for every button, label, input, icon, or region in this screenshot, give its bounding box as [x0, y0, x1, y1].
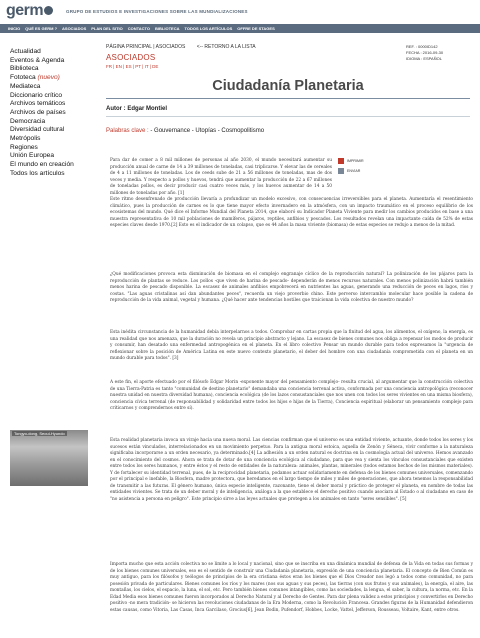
article-paragraph: Este ritmo desenfrenado de producción llevaría a profundizar un modelo excesivo, con consecuencias irreversibles para el planeta. Aumentaría el resentimiento climático, pues la producción de carnes es lo que tiene mayor efecto invernadero en la atmósfera, con un impacto traumático en el proceso equilibrio de los ecosistemas del mundo. Qué dice el Informe Mundial del Planeta 2014, que elaboró su Indicador Planeta Viviente para medir los cambios producidos en base a una muestra representativa de 10 mil poblaciones de mamíferos, pájaros, reptiles, anfibios y pescados. Los resultados revelan una impactante caída de 52% de estas especies claves desde 1970.[2] Esto es el indicador de un colapso, que es 44 años la masa viviente (biomasa) de estas especies se redujo a menos de la mitad. — [110, 197, 473, 228]
sidebar-item-actualidad[interactable]: Actualidad — [10, 48, 41, 55]
send-button[interactable]: ENVIAR — [338, 168, 368, 174]
sidebar-item-metropolis[interactable]: Metrópolis — [10, 135, 41, 143]
sidebar-item-regiones[interactable]: Regiones — [10, 143, 38, 151]
keywords-line — [106, 128, 470, 134]
sidebar-item-union-europea[interactable]: Unión Europea — [10, 152, 54, 160]
germ-logo[interactable]: germ — [6, 2, 53, 20]
page-title: Ciudadanía Planetaria — [212, 78, 364, 94]
sidebar-item-todos-articulos[interactable]: Todos los artículos — [10, 169, 65, 177]
meta-fecha: FECHA : 2016-09-30 — [406, 50, 444, 55]
breadcrumb-home[interactable]: PÁGINA PRINCIPAL | ASOCIADOS — [106, 44, 186, 50]
top-navigation — [0, 24, 480, 33]
back-to-list-link[interactable]: <-- RETORNO A LA LISTA — [196, 44, 256, 50]
article-paragraph: Esta inédita circunstancia de la humanidad debía interpelarnos a todos. Comprobar en cartas propia que la finitud del agua, los alimentos, el oxígeno, la energía, es una realidad que nos amenaza, que la duración no revela un principio abstracto y lejano. La escasez de bienes comunes nos obliga a repensar los modos de producir y consumir, han desatado una enfermedad antropogénica en el planeta. En el libro colectivo Pensar un mundo durable para todos expresamos la "urgencia de reflexionar sobre la posición de América Latina en este nuevo contexto planetario, el deber del hombre con una ciudadanía comprometida con el planeta en un mundo durable para todos". [3] — [110, 330, 473, 361]
article-paragraph: A este fin, el aporte efectuado por el filósofo Edgar Morin -exponente mayor del pensamiento complejo- resulta crucial, al argumentar que la construcción colectiva de una Tierra-Patria es tanto "comunidad de destino planetario" demandaba una conciencia terrenal activa, conformada por una conciencia antropológica (reconocer nuestra unidad en nuestra diversidad humana), conciencia ecológica (de los lazos consustanciales que nos unen con todos los seres vivientes en una misma biosfera), conciencia cívica terrenal (de responsabilidad y solidaridad entre todos los hijos e hijas de la Tierra), Conciencia espiritual (elaborar un pensamiento complejo para criticarnos y comprendernos entre sí). — [110, 380, 473, 411]
article-paragraph: Esta realidad planetaria invoca un viraje hacia una nueva moral. Las ciencias confirman que el universo es una entidad viviente, actuante, donde todos los seres y los sucesos están vinculados, interrelacionados en un movimiento perpetuo. Para la antigua moral estoica, aquella de Zenón y Séneca, vivir conforme a la naturaleza significaba incorporarse a un orden necesario, ya determinado.[4] La adhesión a un orden natural es doctrina en la cosmología actual del universo. Hemos avanzado en el conocimiento del cosmos. Ahora se trata de dotar de una conciencia ecológica al ciudadano, para que vea y sienta los vínculos consustanciales que existen entre todos los seres humanos, y entre éstos y el resto de entidades de la naturaleza: animales, plantas, minerales (todos estamos hechos de los mismos materiales). Y de fortalecer su identidad terrenal, pues, de la reciprocidad planetaria, podamos actuar solidariamente en defensa de los bienes comunes universales, comenzando por el principal e inefable, la Biosfera, madre protectora, que heredamos en el largo tiempo de miles y miles de generaciones, que ahora tenemos la responsabilidad de transmitir a las futuras. El género humano, única especie inteligente, razonante, tiene el deber moral y práctico de proteger el planeta, en nombre de todas las entidades vivientes. Se trata de un deber moral y de inteligencia, análoga a la que establece el derecho positivo cuando asociara al Estado o al ciudadano en caso de "no asistencia a persona en peligro". Este principio sirve a las leyes actuales que protegen a los animales en tanto "seres sensibles". [5] — [110, 438, 473, 502]
sidebar-item-eventos[interactable]: Eventos & Agenda — [10, 56, 65, 64]
nav-asociados[interactable]: ASOCIADOS — [62, 26, 87, 31]
section-title: ASOCIADOS — [106, 53, 156, 62]
article-meta — [406, 44, 443, 62]
photo-caption: Tongyo-dong, Seoul-Hyundo — [14, 431, 65, 436]
nav-biblioteca[interactable]: BIBLIOTECA — [155, 26, 180, 31]
author-name[interactable]: Edgar Montiel — [127, 106, 168, 112]
article-paragraph: ¿Qué modificaciones provoca esta disminución de biomasa en el complejo engranaje cíclico de la reproducción natural? La polinización de los pájaros para la reproducción de plantas se reduce. Los pollos -que viven de harina de pescado- dependerán de menos recursos naturales. Con menos polinización habrá también menos harina de pescado disponible. La escasez de animales anfibios empobrecerá en nutrientes las aguas, generando una reducción de peces en lagos, ríos y costas. "Las aguas cristalinas así dan abundantes peces", recuerda un viejo proverbio chino. Este perverso intercambio molecular hace posible la cadena de reproducción de la vida animal, vegetal y humana. ¿Qué hacer ante tendencias hostiles que traicionan la vida colectiva de nuestro mundo? — [110, 272, 473, 303]
nav-contacto[interactable]: CONTACTO — [127, 26, 151, 31]
meta-ref: REF. : 0000ID142 — [406, 44, 438, 49]
meta-idioma: IDIOMA : ESPAÑOL — [406, 56, 442, 61]
article-tools — [338, 158, 368, 178]
sidebar — [10, 48, 100, 436]
article-paragraph: Importa mucho que esta acción colectiva no se limite a lo local y nacional, sino que se inscriba en una dinámica mundial de defensa de la Vida en todas sus formas y de los bienes comunes universales, eso es el sentido de construir una Ciudadanía planetaria, expresión de una conciencia planetaria. El concepto de Bien Común es muy antiguo, para los filósofos y teólogos de principios de la era cristiana éstos eran los bienes que el Dios Creador nos legó a todos como comunidad, no para posesión privada de particulares. Bienes comunes los ríos y los mares (nos sus aguas y sus peces), las tierras (con sus frutos y sus animales), la energía, el aire, las montañas, los cielos, el espacio, la luna, el sol, etc. Pero también bienes comunes intangibles, como las sociedades, la lengua, el saber, la cultura, la norma, etc. En la Edad Media esos bienes comunes fueron incorporados al Derecho Natural y al Derecho de Gentes. Para dar plena validez a estos principios y convertirlos en Derecho positivo -no mera tradición- se hicieron las revoluciones ciudadanas de la Era Moderna, como la Revolución Francesa. Grandes figuras de la Humanidad defendieron estas causas, como Vitoria, Las Casas, Inca Garcilaso, Grocius[6], Jean Bodin, Pufendorf, Hobbes, Locke, Vattel, Jefferson, Rousseau, Voltaire, Kant, entre otros. — [110, 562, 473, 613]
site-tagline: GRUPO DE ESTUDIOS E INVESTIGACIONES SOBRE LAS MUNDIALIZACIONES — [66, 9, 248, 14]
sidebar-item-biblioteca[interactable]: Biblioteca — [10, 65, 39, 73]
sidebar-item-fototeca[interactable]: Fototeca (nuevo) — [10, 74, 60, 82]
nav-todos-los-articulos[interactable]: TODOS LOS ARTÍCULOS — [184, 26, 233, 31]
article-header — [106, 44, 470, 134]
print-button[interactable]: IMPRIMIR — [338, 158, 368, 164]
author-line — [106, 106, 470, 112]
new-badge: (nuevo) — [37, 74, 60, 82]
nav-offre-de-stages[interactable]: OFFRE DE STAGES — [237, 26, 275, 31]
sidebar-item-democracia[interactable]: Democracia — [10, 117, 46, 125]
language-switcher[interactable]: FR | EN | ES | PT | IT | DE — [106, 64, 159, 69]
sidebar-item-archivos-tematicos[interactable]: Archivos temáticos — [10, 100, 66, 108]
sidebar-item-mundo-creacion[interactable]: El mundo en creación — [10, 161, 74, 169]
author-divider — [106, 116, 470, 117]
author-label: Autor : — [106, 106, 126, 112]
keywords-label: Palabras clave : — [106, 128, 149, 134]
sidebar-photo[interactable] — [10, 430, 88, 486]
sidebar-item-diversidad[interactable]: Diversidad cultural — [10, 126, 65, 134]
nav-plan-del-sitio[interactable]: PLAN DEL SITIO — [91, 26, 123, 31]
sidebar-item-diccionario[interactable]: Diccionario crítico — [10, 91, 63, 99]
print-icon — [338, 158, 344, 164]
mail-icon — [338, 168, 344, 174]
site-header — [0, 0, 480, 22]
sidebar-item-archivos-paises[interactable]: Archivos de países — [10, 108, 66, 116]
article-paragraph: Para dar de comer a 8 mil millones de personas al año 2030, el mundo necesitará aumentar su producción anual de carne de 14 a 39 millones de toneladas, casi triplicarse. Y elevar las de cereales de 4 a 11 millones de toneladas. Los de ceeds sube de 21 a 56 millones de toneladas, mas de dos veces y media. Y respecto a pollos y huevos, tendrá que aumentar la producción de 22 a 67 millones de toneladas pollos, es decir producir casi cuatro veces más, y los huevos aumentar de 14 a 50 millones de toneladas por año. [1] — [110, 158, 332, 196]
nav-que-es-germ[interactable]: QUÉ ES GERM ? — [25, 26, 58, 31]
title-divider — [106, 98, 470, 99]
nav-inicio[interactable]: INICIO — [8, 26, 21, 31]
logo-dot-icon — [44, 6, 53, 15]
keywords-list[interactable]: - Gouvernance - Utopías - Cosmopolitismo — [148, 128, 265, 134]
sidebar-item-mediateca[interactable]: Mediateca — [10, 82, 41, 90]
